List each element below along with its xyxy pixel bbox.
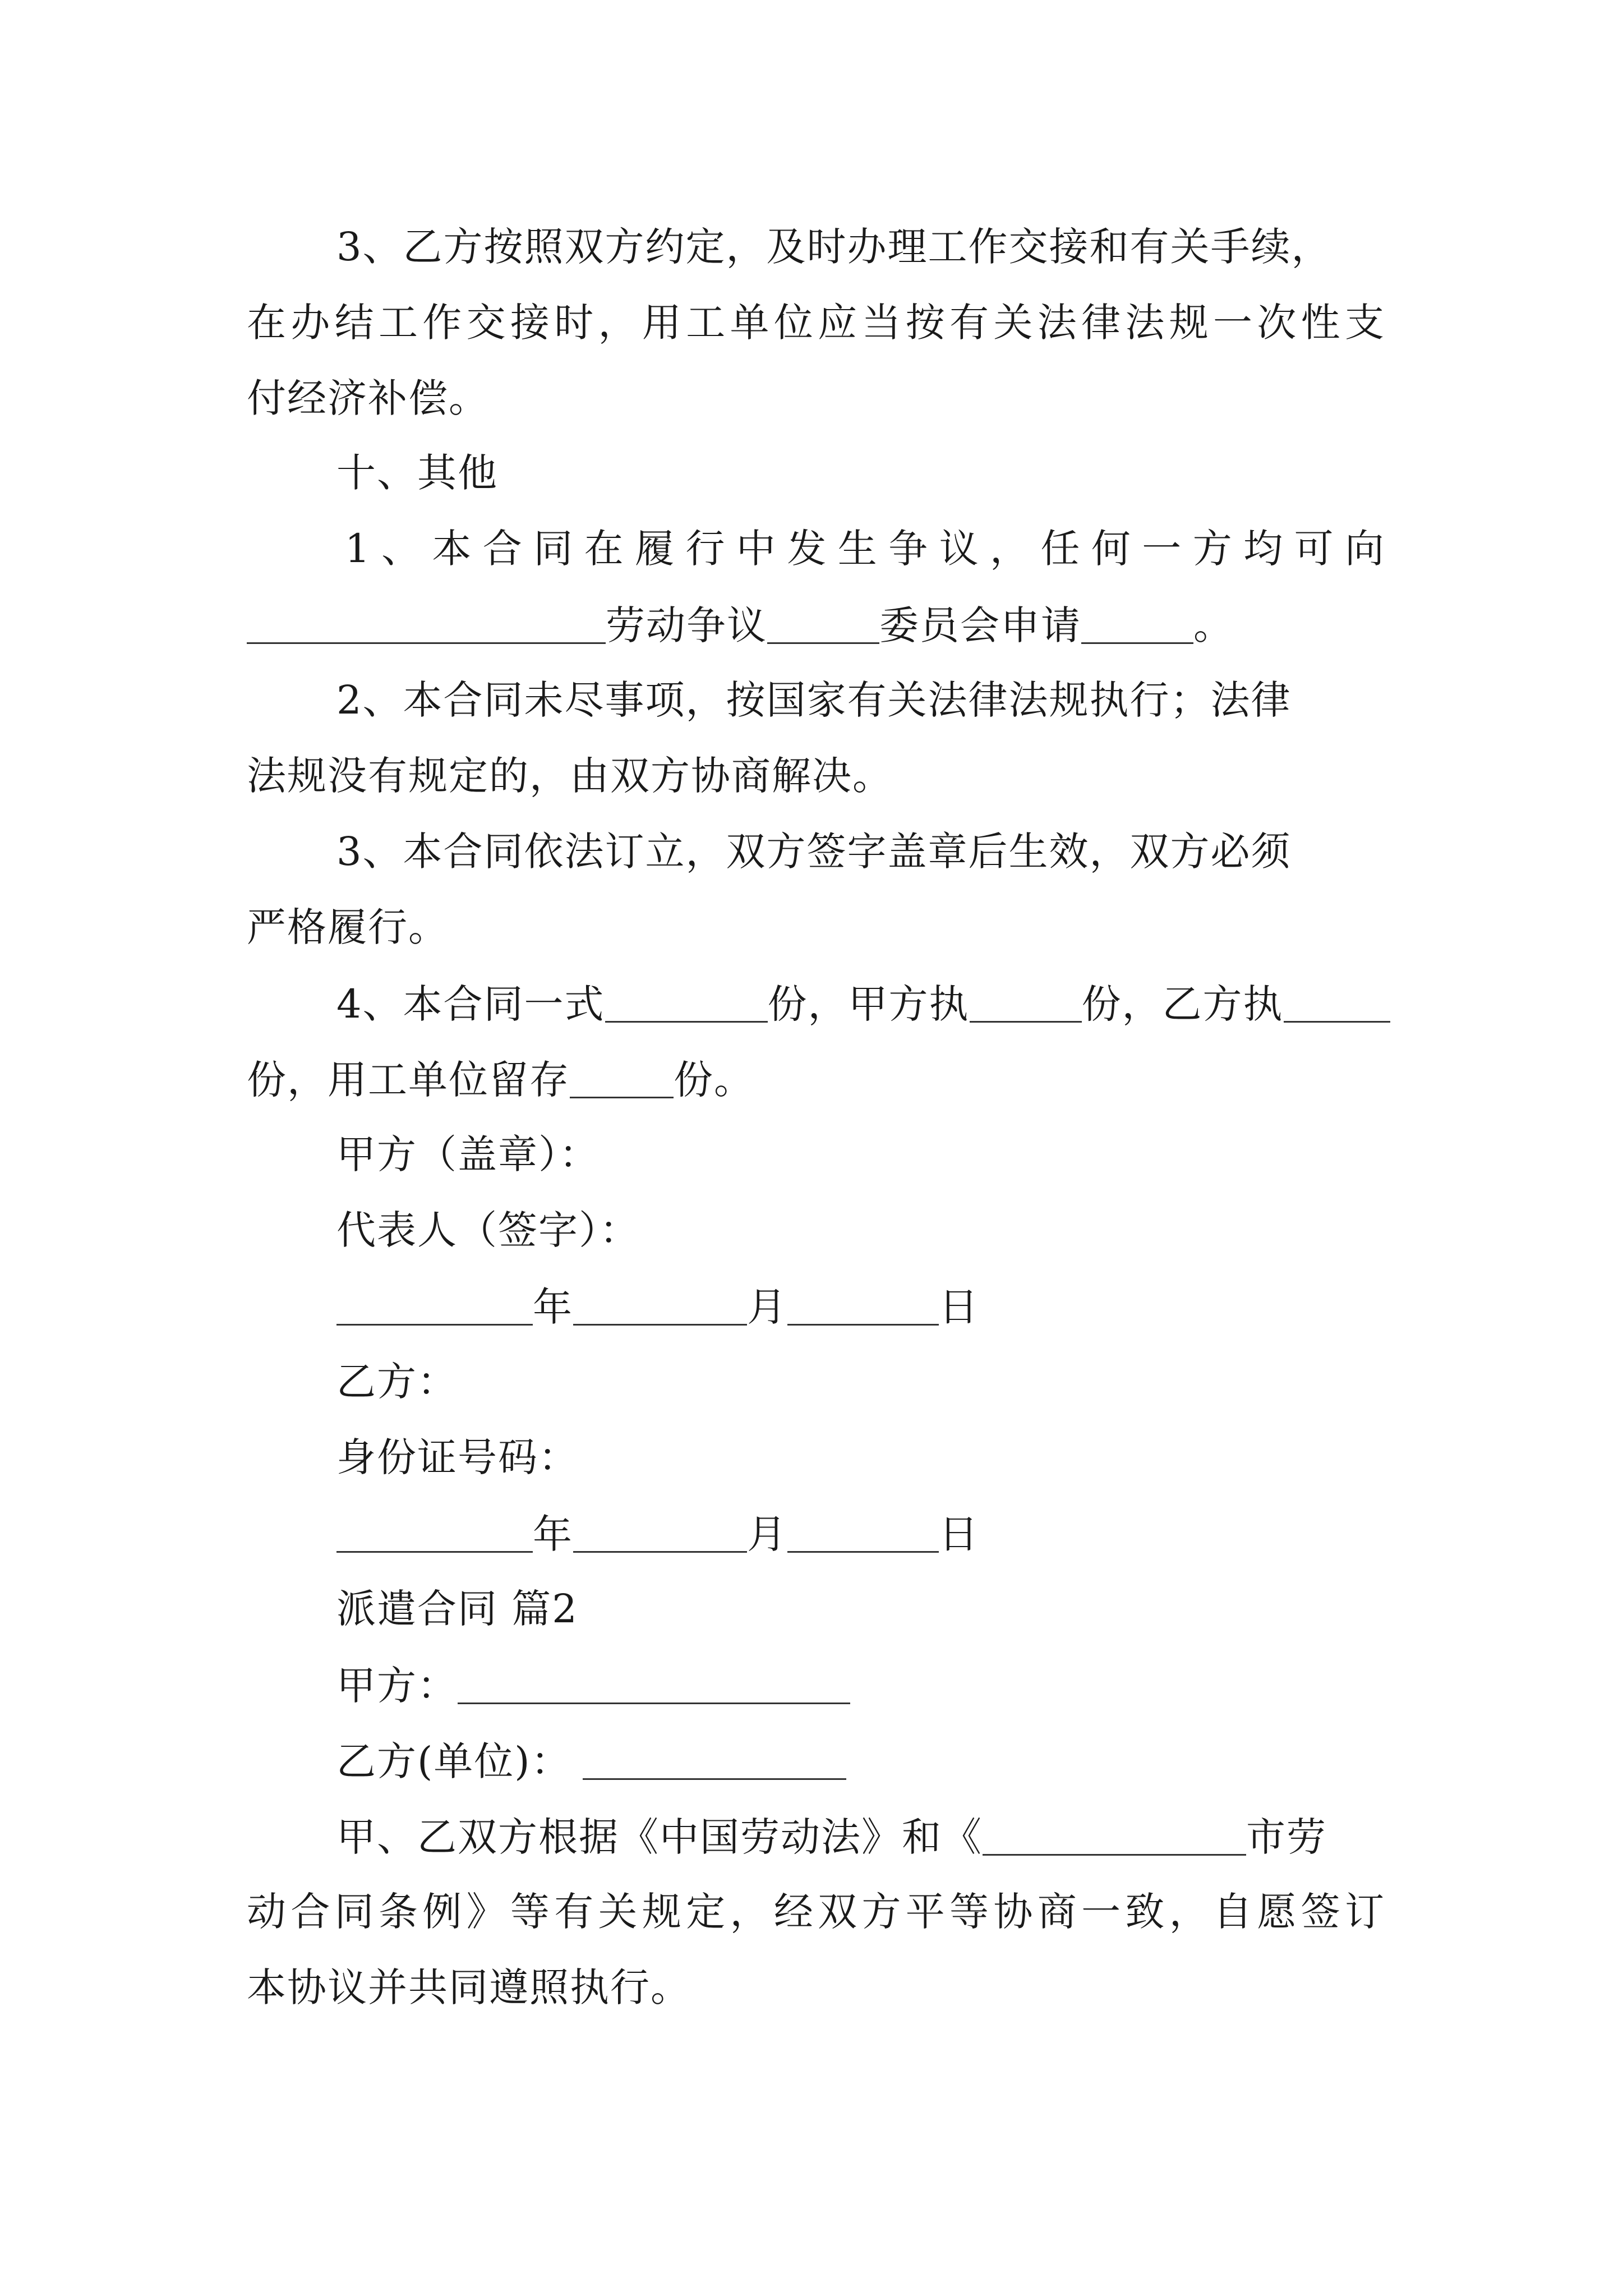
- part-2-party-a: [336, 1663, 1385, 1709]
- blank-field: [583, 1741, 846, 1780]
- date-year-label: 年: [533, 1284, 573, 1331]
- party-a-seal-label: 甲方（盖章）：: [336, 1131, 600, 1177]
- blank-field: [767, 605, 879, 644]
- party-b-label: 乙方：: [336, 1359, 458, 1405]
- item-4-text-d: 份，用工单位留存: [247, 1057, 570, 1103]
- blank-field: [1284, 983, 1390, 1023]
- part-2-party-b-label: 乙方(单位)：: [336, 1738, 571, 1785]
- date-day-label: 日: [939, 1284, 979, 1331]
- item-2-line-2: 法规没有规定的，由双方协商解决。: [247, 753, 893, 799]
- date-month-label: 月: [747, 1511, 787, 1558]
- blank-field: [247, 605, 606, 644]
- part-2-intro-line-3: 本协议并共同遵照执行。: [247, 1964, 691, 2010]
- part-2-intro-text-a: 甲、乙双方根据《中国劳动法》和《: [336, 1814, 983, 1861]
- item-1-text-b: 委员会申请: [879, 602, 1081, 649]
- item-1-line-1: 1、本合同在履行中发生争议，任何一方均可向: [345, 526, 1385, 572]
- blank-field: [573, 1286, 747, 1326]
- item-3-line-2: 严格履行。: [247, 904, 449, 950]
- paragraph-3-line-1: 3、乙方按照双方约定，及时办理工作交接和有关手续，: [336, 224, 1332, 270]
- item-4-text-b: 份，甲方执: [767, 981, 970, 1028]
- blank-field: [570, 1059, 674, 1098]
- blank-field: [787, 1286, 939, 1326]
- id-number-label: 身份证号码：: [336, 1434, 579, 1480]
- item-1-text-a: 劳动争议: [606, 602, 767, 649]
- date-year-label: 年: [533, 1511, 573, 1558]
- blank-field: [458, 1665, 850, 1704]
- part-2-party-b: [336, 1738, 1385, 1785]
- part-2-title: 派遣合同 篇2: [336, 1586, 578, 1632]
- item-4-text-e: 份。: [674, 1057, 754, 1103]
- part-2-intro-line-1: [336, 1814, 1385, 1861]
- section-10-heading: 十、其他: [336, 450, 498, 496]
- item-4-text-c: 份，乙方执: [1081, 981, 1284, 1028]
- blank-field: [787, 1513, 939, 1553]
- blank-field: [970, 983, 1082, 1023]
- date-line-2: [336, 1511, 1385, 1558]
- item-2-line-1: 2、本合同未尽事项，按国家有关法律法规执行；法律: [336, 677, 1292, 723]
- blank-field: [336, 1286, 533, 1326]
- date-line-1: [336, 1284, 1385, 1331]
- date-month-label: 月: [747, 1284, 787, 1331]
- item-3-line-1: 3、本合同依法订立，双方签字盖章后生效，双方必须: [336, 829, 1292, 875]
- blank-field: [605, 983, 768, 1023]
- blank-field: [983, 1816, 1246, 1856]
- blank-field: [1081, 605, 1193, 644]
- item-1-text-c: 。: [1193, 602, 1234, 649]
- paragraph-3-line-3: 付经济补偿。: [247, 375, 489, 421]
- date-day-label: 日: [939, 1511, 979, 1558]
- item-4-line-1: [336, 981, 1385, 1028]
- paragraph-3-line-2: 在办结工作交接时，用工单位应当按有关法律法规一次性支: [247, 300, 1385, 346]
- representative-sign-label: 代表人（签字）：: [336, 1207, 640, 1253]
- item-1-line-2: [247, 602, 1385, 649]
- item-4-text-a: 4、本合同一式: [336, 981, 605, 1028]
- blank-field: [573, 1513, 747, 1553]
- part-2-intro-line-2: 动合同条例》等有关规定，经双方平等协商一致，自愿签订: [247, 1889, 1385, 1935]
- item-4-line-2: [247, 1057, 1385, 1103]
- blank-field: [336, 1513, 533, 1553]
- part-2-party-a-label: 甲方：: [336, 1663, 458, 1709]
- part-2-intro-text-b: 市劳: [1246, 1814, 1327, 1861]
